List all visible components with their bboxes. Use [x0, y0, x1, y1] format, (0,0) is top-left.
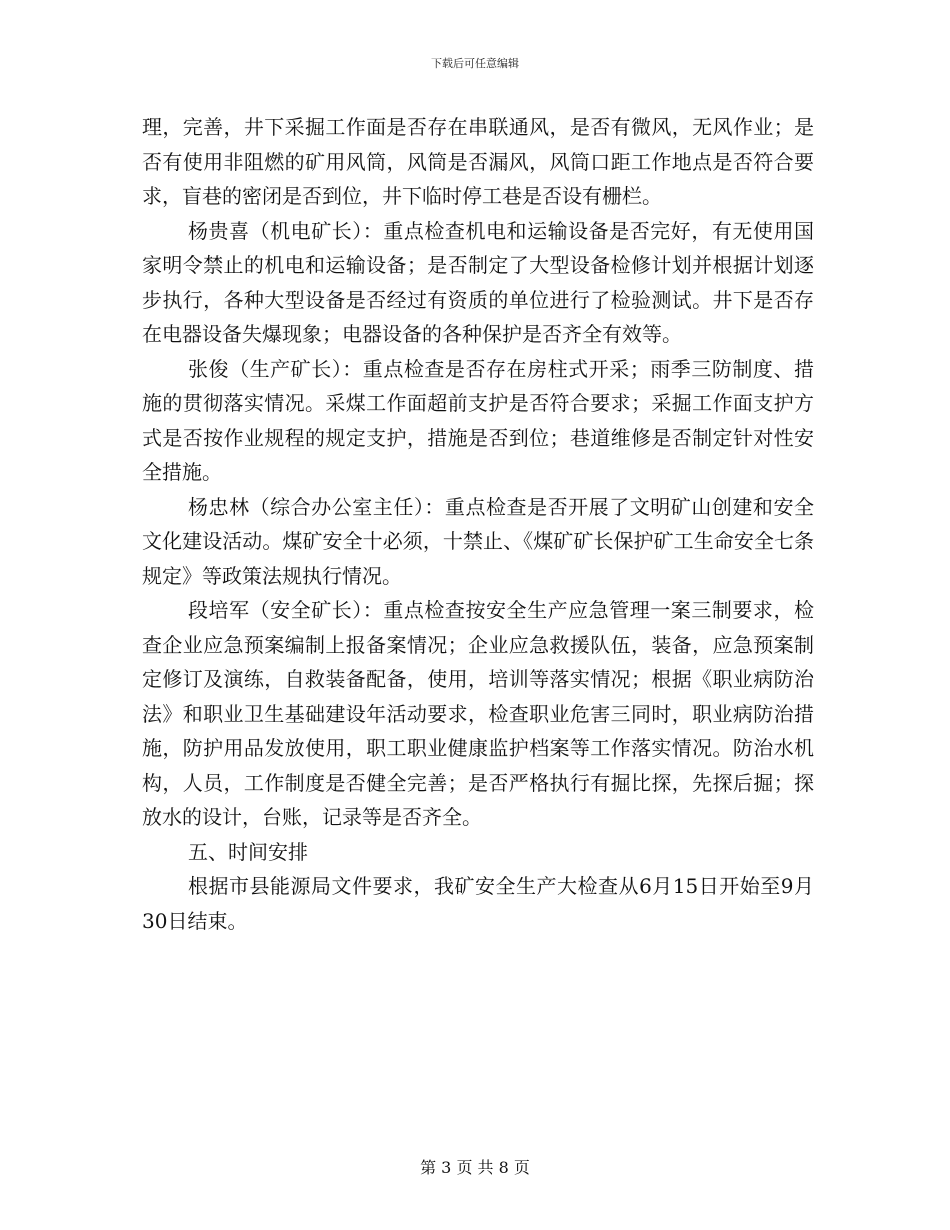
- paragraph-1: 理，完善，井下采掘工作面是否存在串联通风，是否有微风，无风作业；是否有使用非阻燃的矿用风筒，风筒是否漏风，风筒口距工作地点是否符合要求，盲巷的密闭是否到位，井下临时停工巷是否设有栅栏。: [142, 115, 814, 208]
- paragraph-3: 张俊（生产矿长）：重点检查是否存在房柱式开采；雨季三防制度、措施的贯彻落实情况。采煤工作面超前支护是否符合要求；采掘工作面支护方式是否按作业规程的规定支护，措施是否到位；巷道维修是否制定针对性安全措施。: [142, 356, 814, 484]
- body-text: [142, 110, 814, 938]
- page-number: 第 3 页 共 8 页: [420, 1158, 530, 1177]
- paragraph-2: 杨贵喜（机电矿长）：重点检查机电和运输设备是否完好，有无使用国家明令禁止的机电和运输设备；是否制定了大型设备检修计划并根据计划逐步执行，各种大型设备是否经过有资质的单位进行了检验测试。井下是否存在电器设备失爆现象；电器设备的各种保护是否齐全有效等。: [142, 218, 814, 346]
- section-heading: 五、时间安排: [188, 839, 308, 864]
- paragraph-5: 段培军（安全矿长）：重点检查按安全生产应急管理一案三制要求，检查企业应急预案编制上报备案情况；企业应急救援队伍，装备，应急预案制定修订及演练，自救装备配备，使用，培训等落实情况；根据《职业病防治法》和职业卫生基础建设年活动要求，检查职业危害三同时，职业病防治措施，防护用品发放使用，职工职业健康监护档案等工作落实情况。防治水机构，人员，工作制度是否健全完善；是否严格执行有掘比探，先探后掘；探放水的设计，台账，记录等是否齐全。: [142, 598, 814, 829]
- paragraph-4: 杨忠林（综合办公室主任）：重点检查是否开展了文明矿山创建和安全文化建设活动。煤矿安全十必须，十禁止、《煤矿矿长保护矿工生命安全七条规定》等政策法规执行情况。: [142, 494, 814, 588]
- page-header: 下载后可任意编辑: [431, 57, 519, 70]
- paragraph-6: 根据市县能源局文件要求，我矿安全生产大检查从6月15日开始至9月30日结束。: [142, 874, 814, 933]
